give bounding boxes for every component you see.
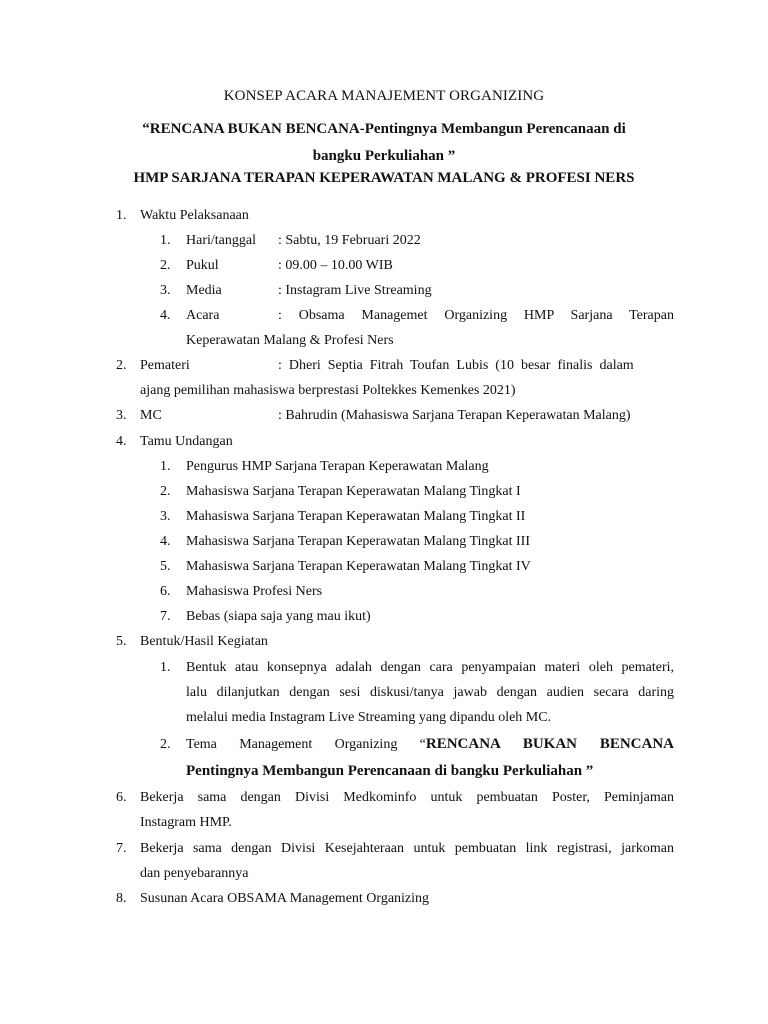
sub-number: 4. — [160, 534, 171, 549]
sub-number: 4. — [160, 308, 171, 323]
sub-number: 3. — [160, 509, 171, 524]
item-value-pemateri: : Dheri Septia Fitrah Toufan Lubis (10 besar finalis dalam — [278, 358, 634, 373]
item-number: 2. — [116, 358, 127, 373]
sub-number: 1. — [160, 233, 171, 248]
sub-number: 1. — [160, 660, 171, 675]
sub-number: 2. — [160, 484, 171, 499]
sub-value-media: : Instagram Live Streaming — [278, 283, 432, 298]
item-text-susunan: Susunan Acara OBSAMA Management Organizing — [140, 891, 430, 906]
bentuk-desc-line2: lalu dilanjutkan dengan sesi diskusi/tanya jawab dengan audien secara daring — [186, 685, 674, 700]
guest-item: Mahasiswa Sarjana Terapan Keperawatan Malang Tingkat II — [186, 509, 526, 524]
sub-value-hari: : Sabtu, 19 Februari 2022 — [278, 233, 421, 248]
guest-item: Pengurus HMP Sarjana Terapan Keperawatan Malang — [186, 459, 489, 474]
sub-label-hari: Hari/tanggal — [186, 233, 256, 248]
sub-label-media: Media — [186, 283, 222, 298]
sub-number: 6. — [160, 584, 171, 599]
item-number: 1. — [116, 208, 127, 223]
item-label-tamu: Tamu Undangan — [140, 434, 233, 449]
item-text-medkominfo-cont: Instagram HMP. — [140, 815, 232, 830]
sub-value-acara-cont: Keperawatan Malang & Profesi Ners — [186, 333, 394, 348]
sub-number: 2. — [160, 258, 171, 273]
tema-prefix: Tema Management Organizing “ — [186, 737, 426, 752]
guest-item: Mahasiswa Sarjana Terapan Keperawatan Malang Tingkat IV — [186, 559, 531, 574]
doc-subtitle-line1: “RENCANA BUKAN BENCANA-Pentingnya Membangun Perencanaan di — [142, 121, 626, 137]
bentuk-desc-line3: melalui media Instagram Live Streaming yang dipandu oleh MC. — [186, 710, 552, 725]
bentuk-desc-line1: Bentuk atau konsepnya adalah dengan cara penyampaian materi oleh pemateri, — [186, 660, 674, 675]
tema-title: RENCANA BUKAN BENCANA — [425, 736, 674, 752]
sub-number: 5. — [160, 559, 171, 574]
sub-value-acara: : Obsama Managemet Organizing HMP Sarjana Terapan — [278, 308, 674, 323]
item-number: 3. — [116, 408, 127, 423]
sub-value-pukul: : 09.00 – 10.00 WIB — [278, 258, 393, 273]
item-label-pemateri: Pemateri — [140, 358, 190, 373]
sub-label-acara: Acara — [186, 308, 220, 323]
sub-number: 1. — [160, 459, 171, 474]
guest-item: Mahasiswa Profesi Ners — [186, 584, 323, 599]
item-text-kesejahteraan-cont: dan penyebarannya — [140, 866, 249, 881]
item-label-waktu: Waktu Pelaksanaan — [140, 208, 249, 223]
item-number: 5. — [116, 634, 127, 649]
item-number: 6. — [116, 790, 127, 805]
doc-subtitle-line2: bangku Perkuliahan ” — [312, 148, 456, 164]
sub-label-pukul: Pukul — [186, 258, 219, 273]
doc-organization: HMP SARJANA TERAPAN KEPERAWATAN MALANG & PROFESI NERS — [133, 170, 635, 186]
item-number: 7. — [116, 841, 127, 856]
item-value-mc: : Bahrudin (Mahasiswa Sarjana Terapan Keperawatan Malang) — [278, 408, 631, 423]
tema-line1 — [186, 736, 674, 753]
item-value-pemateri-cont: ajang pemilihan mahasiswa berprestasi Poltekkes Kemenkes 2021) — [140, 383, 516, 398]
item-number: 4. — [116, 434, 127, 449]
item-text-kesejahteraan: Bekerja sama dengan Divisi Kesejahteraan untuk pembuatan link registrasi, jarkoman — [140, 841, 674, 856]
tema-line2: Pentingnya Membangun Perencanaan di bangku Perkuliahan ” — [186, 763, 594, 779]
sub-number: 7. — [160, 609, 171, 624]
sub-number: 3. — [160, 283, 171, 298]
item-text-medkominfo: Bekerja sama dengan Divisi Medkominfo untuk pembuatan Poster, Peminjaman — [140, 790, 674, 805]
item-label-mc: MC — [140, 408, 162, 423]
item-number: 8. — [116, 891, 127, 906]
sub-number: 2. — [160, 737, 171, 752]
guest-item: Mahasiswa Sarjana Terapan Keperawatan Malang Tingkat III — [186, 534, 530, 549]
item-label-bentuk: Bentuk/Hasil Kegiatan — [140, 634, 268, 649]
guest-item: Bebas (siapa saja yang mau ikut) — [186, 609, 371, 624]
doc-subtitle — [90, 116, 678, 170]
guest-item: Mahasiswa Sarjana Terapan Keperawatan Malang Tingkat I — [186, 484, 521, 499]
doc-title: KONSEP ACARA MANAJEMENT ORGANIZING — [223, 88, 545, 104]
